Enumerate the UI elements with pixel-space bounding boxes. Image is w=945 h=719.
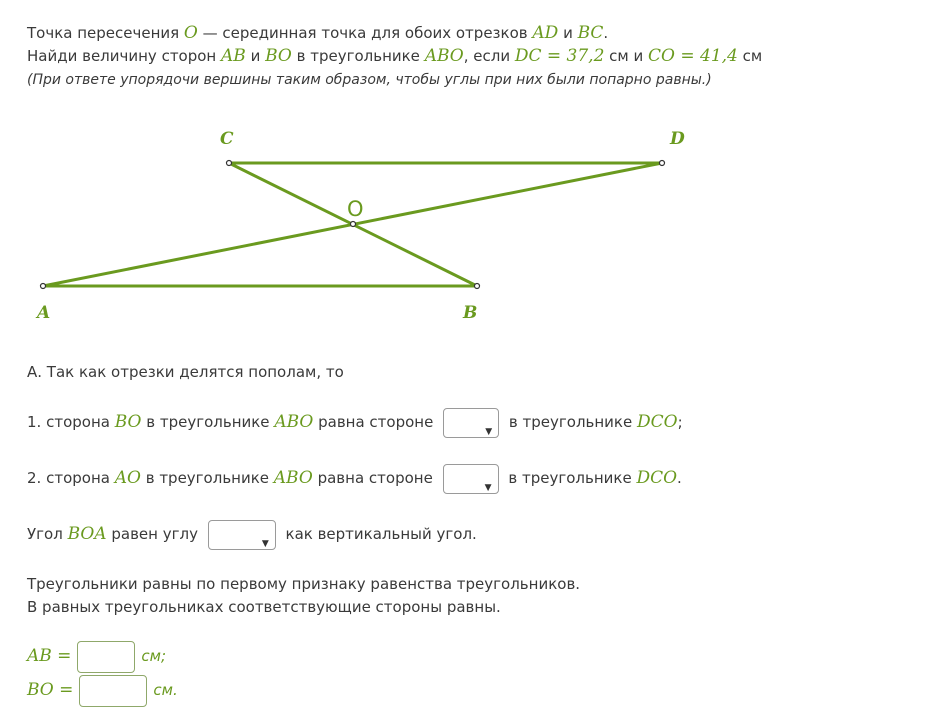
step-text: в треугольнике xyxy=(140,469,274,487)
task-line-2 xyxy=(27,45,762,67)
step-text: равна стороне xyxy=(313,413,434,431)
dropdown-arrow-icon: ▼ xyxy=(261,538,269,549)
math-DCO: DCO xyxy=(636,412,678,432)
step-text: 2. сторона xyxy=(27,469,115,487)
dropdown-arrow-icon: ▼ xyxy=(485,426,493,437)
task-text: Точка пересечения xyxy=(27,24,184,42)
math-BO-eq: BO = xyxy=(27,680,74,700)
math-BOA: BOA xyxy=(67,524,107,544)
unit-label: см. xyxy=(153,681,178,699)
step-text: . xyxy=(677,469,682,487)
step-text: как вертикальный угол. xyxy=(285,525,477,543)
step-text: Угол xyxy=(27,525,68,543)
point-B xyxy=(475,284,480,289)
task-text: — серединная точка для обоих отрезков xyxy=(197,24,533,42)
math-DCO: DCO xyxy=(636,468,678,488)
answer-BO-input[interactable] xyxy=(79,675,147,707)
label-O: O xyxy=(347,197,364,221)
step-2 xyxy=(27,461,682,495)
step-text: равен углу xyxy=(106,525,198,543)
label-A: A xyxy=(37,303,51,323)
math-ABO: ABO xyxy=(273,468,313,488)
task-text: в треугольнике xyxy=(291,47,425,65)
task-text: и xyxy=(558,24,578,42)
step-a-text: А. Так как отрезки делятся пополам, то xyxy=(27,363,344,381)
math-BO: BO xyxy=(265,46,292,66)
side-select-2[interactable] xyxy=(443,464,499,494)
step-text: 1. сторона xyxy=(27,413,115,431)
task-line-1 xyxy=(27,22,608,44)
answer-AB-input[interactable] xyxy=(77,641,135,673)
label-B: B xyxy=(463,303,478,323)
task-text: и xyxy=(245,47,266,65)
step-text: в треугольнике xyxy=(141,413,275,431)
point-C xyxy=(227,161,232,166)
answer-BO-row xyxy=(27,672,178,708)
math-ABO: ABO xyxy=(274,412,314,432)
math-AO: AO xyxy=(114,468,141,488)
answer-AB-row xyxy=(27,638,166,674)
dropdown-arrow-icon: ▼ xyxy=(484,482,492,493)
point-A xyxy=(41,284,46,289)
task-text: см и xyxy=(604,47,649,65)
task-text: . xyxy=(603,24,609,42)
angle-select[interactable] xyxy=(208,520,276,550)
step-text: равна стороне xyxy=(312,469,433,487)
math-BC: BC xyxy=(577,23,604,43)
math-AB-eq: AB = xyxy=(27,646,72,666)
step-text: в треугольнике xyxy=(508,413,637,431)
math-AB: AB xyxy=(221,46,246,66)
task-text: , если xyxy=(463,47,515,65)
math-O: O xyxy=(183,23,198,43)
point-D xyxy=(660,161,665,166)
side-select-1[interactable] xyxy=(443,408,499,438)
step-text: ; xyxy=(677,413,683,431)
geometry-figure xyxy=(0,110,945,330)
task-text: Найди величину сторон xyxy=(27,47,222,65)
math-ABO: ABO xyxy=(424,46,464,66)
label-C: C xyxy=(220,129,234,149)
task-hint: (При ответе упорядочи вершины таким образом, чтобы углы при них были попарно равны.) xyxy=(27,72,712,88)
math-BO: BO xyxy=(114,412,142,432)
conclusion-2: В равных треугольниках соответствующие стороны равны. xyxy=(27,598,501,616)
unit-label: см; xyxy=(141,647,167,665)
task-text: см xyxy=(737,47,763,65)
angle-step xyxy=(27,517,477,551)
step-text: в треугольнике xyxy=(508,469,637,487)
label-D: D xyxy=(670,129,685,149)
math-CO-value: CO = 41,4 xyxy=(648,46,738,66)
point-O xyxy=(351,222,356,227)
math-DC-value: DC = 37,2 xyxy=(514,46,605,66)
conclusion-1: Треугольники равны по первому признаку равенства треугольников. xyxy=(27,575,581,593)
math-AD: AD xyxy=(532,23,559,43)
step-1 xyxy=(27,405,683,439)
